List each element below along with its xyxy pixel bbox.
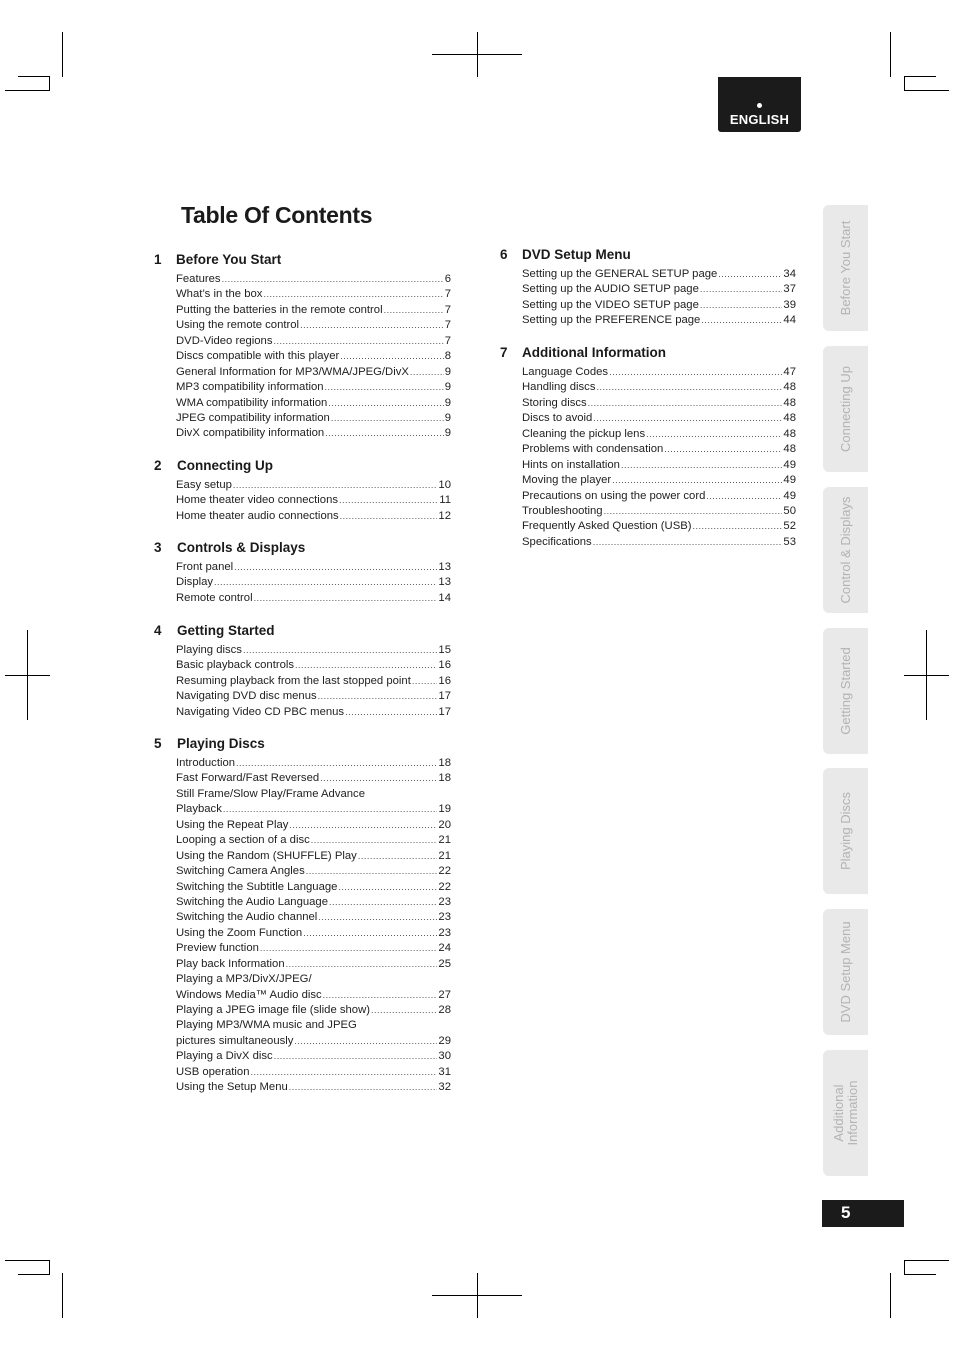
section-heading	[154, 540, 451, 560]
toc-entry[interactable]: Using the Zoom Function ..... 23	[176, 926, 451, 941]
toc-entry[interactable]: Setting up the PREFERENCE page ..... 44	[522, 313, 796, 328]
toc-section-getting-started	[154, 623, 451, 720]
toc-entry[interactable]: Discs compatible with this player ..... 8	[176, 349, 451, 364]
toc-entry[interactable]: Using the Repeat Play ..... 20	[176, 818, 451, 833]
side-tab-control-displays[interactable]	[823, 487, 868, 613]
toc-section-playing-discs	[154, 736, 451, 1096]
section-number: 2	[154, 458, 162, 473]
toc-entry[interactable]: General Information for MP3/WMA/JPEG/DivX ..... 9	[176, 365, 451, 380]
toc-entry[interactable]: Front panel ..... 13	[176, 560, 451, 575]
section-heading	[154, 458, 451, 478]
toc-entry[interactable]: Preview function ..... 24	[176, 941, 451, 956]
section-title: DVD Setup Menu	[522, 247, 631, 262]
section-heading	[500, 247, 796, 267]
language-label: ENGLISH	[729, 112, 790, 127]
toc-entry[interactable]: Storing discs ..... 48	[522, 396, 796, 411]
toc-entry[interactable]: Switching the Subtitle Language ..... 22	[176, 880, 451, 895]
toc-entry[interactable]: Home theater audio connections ..... 12	[176, 509, 451, 524]
side-tab-label: Additional Information	[830, 1080, 860, 1146]
section-entries	[176, 643, 451, 720]
toc-entry[interactable]: Introduction ..... 18	[176, 756, 451, 771]
toc-entry[interactable]: Handling discs ..... 48	[522, 380, 796, 395]
section-number: 3	[154, 540, 162, 555]
section-heading	[500, 345, 796, 365]
section-title: Before You Start	[176, 252, 282, 267]
section-entries	[522, 267, 796, 329]
toc-entry[interactable]: Language Codes ..... 47	[522, 365, 796, 380]
toc-entry[interactable]: Setting up the VIDEO SETUP page ..... 39	[522, 298, 796, 313]
section-entries	[176, 560, 451, 606]
section-entries	[522, 365, 796, 550]
section-number: 6	[500, 247, 508, 262]
toc-entry[interactable]: Troubleshooting ..... 50	[522, 504, 796, 519]
toc-entry[interactable]: Windows Media™ Audio disc ..... 27	[176, 988, 451, 1003]
toc-entry[interactable]: Setting up the AUDIO SETUP page ..... 37	[522, 282, 796, 297]
section-heading	[154, 736, 451, 756]
toc-entry[interactable]: pictures simultaneously ..... 29	[176, 1034, 451, 1049]
toc-section-dvd-setup-menu	[500, 247, 796, 329]
section-number: 5	[154, 736, 162, 751]
section-heading	[154, 623, 451, 643]
section-entries	[176, 272, 451, 442]
section-title: Connecting Up	[177, 458, 273, 473]
section-heading	[154, 252, 451, 272]
toc-entry[interactable]: Moving the player ..... 49	[522, 473, 796, 488]
toc-entry[interactable]: JPEG compatibility information ..... 9	[176, 411, 451, 426]
toc-entry[interactable]: DivX compatibility information ..... 9	[176, 426, 451, 441]
toc-entry[interactable]: Resuming playback from the last stopped point ..... 16	[176, 674, 451, 689]
section-number: 4	[154, 623, 162, 638]
toc-entry[interactable]: Problems with condensation ..... 48	[522, 442, 796, 457]
side-tab-label: DVD Setup Menu	[837, 921, 853, 1023]
side-tab-label: Connecting Up	[837, 366, 853, 452]
toc-entry[interactable]: Setting up the GENERAL SETUP page ..... 34	[522, 267, 796, 282]
toc-section-controls-displays	[154, 540, 451, 606]
toc-section-before-you-start	[154, 252, 451, 442]
toc-entry[interactable]: Playing a JPEG image file (slide show) ..... 28	[176, 1003, 451, 1018]
toc-entry[interactable]: Playing discs ..... 15	[176, 643, 451, 658]
toc-entry[interactable]: Switching the Audio Language ..... 23	[176, 895, 451, 910]
toc-entry[interactable]: Discs to avoid ..... 48	[522, 411, 796, 426]
toc-entry[interactable]: Precautions on using the power cord ..... 49	[522, 489, 796, 504]
section-title: Controls & Displays	[177, 540, 306, 555]
toc-entry[interactable]: Still Frame/Slow Play/Frame Advance	[176, 787, 365, 800]
toc-entry[interactable]: Home theater video connections ..... 11	[176, 493, 451, 508]
section-number: 7	[500, 345, 508, 360]
toc-entry[interactable]: Using the Setup Menu ..... 32	[176, 1080, 451, 1095]
toc-entry[interactable]: Using the remote control ..... 7	[176, 318, 451, 333]
side-tab-label: Playing Discs	[837, 791, 853, 871]
toc-entry[interactable]: USB operation ..... 31	[176, 1065, 451, 1080]
side-tab-label: Control & Displays	[837, 496, 853, 604]
toc-entry[interactable]: Looping a section of a disc ..... 21	[176, 833, 451, 848]
side-tab-connecting-up[interactable]	[823, 346, 868, 472]
side-tab-label: Getting Started	[837, 647, 853, 735]
toc-entry[interactable]: Easy setup ..... 10	[176, 478, 451, 493]
page-number: 5	[841, 1203, 851, 1222]
toc-section-connecting-up	[154, 458, 451, 524]
side-tab-playing-discs[interactable]	[823, 768, 868, 894]
toc-entry[interactable]: Basic playback controls ..... 16	[176, 658, 451, 673]
toc-entry[interactable]: Playback ..... 19	[176, 802, 451, 817]
toc-entry[interactable]: Navigating Video CD PBC menus ..... 17	[176, 705, 451, 720]
toc-entry[interactable]: Frequently Asked Question (USB) ..... 52	[522, 519, 796, 534]
language-badge	[718, 77, 801, 132]
side-tab-additional-information[interactable]	[823, 1050, 868, 1176]
section-title: Getting Started	[177, 623, 275, 638]
toc-entry[interactable]: Display ..... 13	[176, 575, 451, 590]
toc-entry[interactable]: WMA compatibility information ..... 9	[176, 396, 451, 411]
toc-entry[interactable]: Fast Forward/Fast Reversed ..... 18	[176, 771, 451, 786]
toc-entry[interactable]: Playing MP3/WMA music and JPEG	[176, 1019, 357, 1032]
toc-entry[interactable]: Remote control ..... 14	[176, 591, 451, 606]
section-entries	[176, 478, 451, 524]
toc-section-additional-information	[500, 345, 796, 550]
bullet-dot-icon	[757, 103, 762, 108]
section-number: 1	[154, 252, 162, 267]
toc-entry[interactable]: Specifications ..... 53	[522, 535, 796, 550]
toc-entry[interactable]: Navigating DVD disc menus ..... 17	[176, 689, 451, 704]
section-title: Playing Discs	[177, 736, 265, 751]
section-entries	[176, 756, 451, 1096]
toc-entry[interactable]: Play back Information ..... 25	[176, 957, 451, 972]
toc-entry[interactable]: Playing a MP3/DivX/JPEG/	[176, 973, 312, 986]
page-number-box	[822, 1200, 904, 1227]
toc-entry[interactable]: Playing a DivX disc ..... 30	[176, 1049, 451, 1064]
toc-entry[interactable]: Switching the Audio channel ..... 23	[176, 910, 451, 925]
toc-entry[interactable]: DVD-Video regions ..... 7	[176, 334, 451, 349]
toc-entry[interactable]: Features ..... 6	[176, 272, 451, 287]
section-title: Additional Information	[522, 345, 666, 360]
toc-entry[interactable]: What’s in the box ..... 7	[176, 287, 451, 302]
side-tab-getting-started[interactable]	[823, 628, 868, 754]
side-tab-dvd-setup-menu[interactable]	[823, 909, 868, 1035]
side-tab-before-you-start[interactable]	[823, 205, 868, 331]
side-tab-label: Before You Start	[837, 220, 853, 316]
page-title: Table Of Contents	[181, 202, 373, 228]
toc-entry[interactable]: MP3 compatibility information ..... 9	[176, 380, 451, 395]
toc-entry[interactable]: Cleaning the pickup lens ..... 48	[522, 427, 796, 442]
toc-entry[interactable]: Using the Random (SHUFFLE) Play ..... 21	[176, 849, 451, 864]
toc-entry[interactable]: Switching Camera Angles ..... 22	[176, 864, 451, 879]
toc-entry[interactable]: Putting the batteries in the remote control ..... 7	[176, 303, 451, 318]
toc-entry[interactable]: Hints on installation ..... 49	[522, 458, 796, 473]
